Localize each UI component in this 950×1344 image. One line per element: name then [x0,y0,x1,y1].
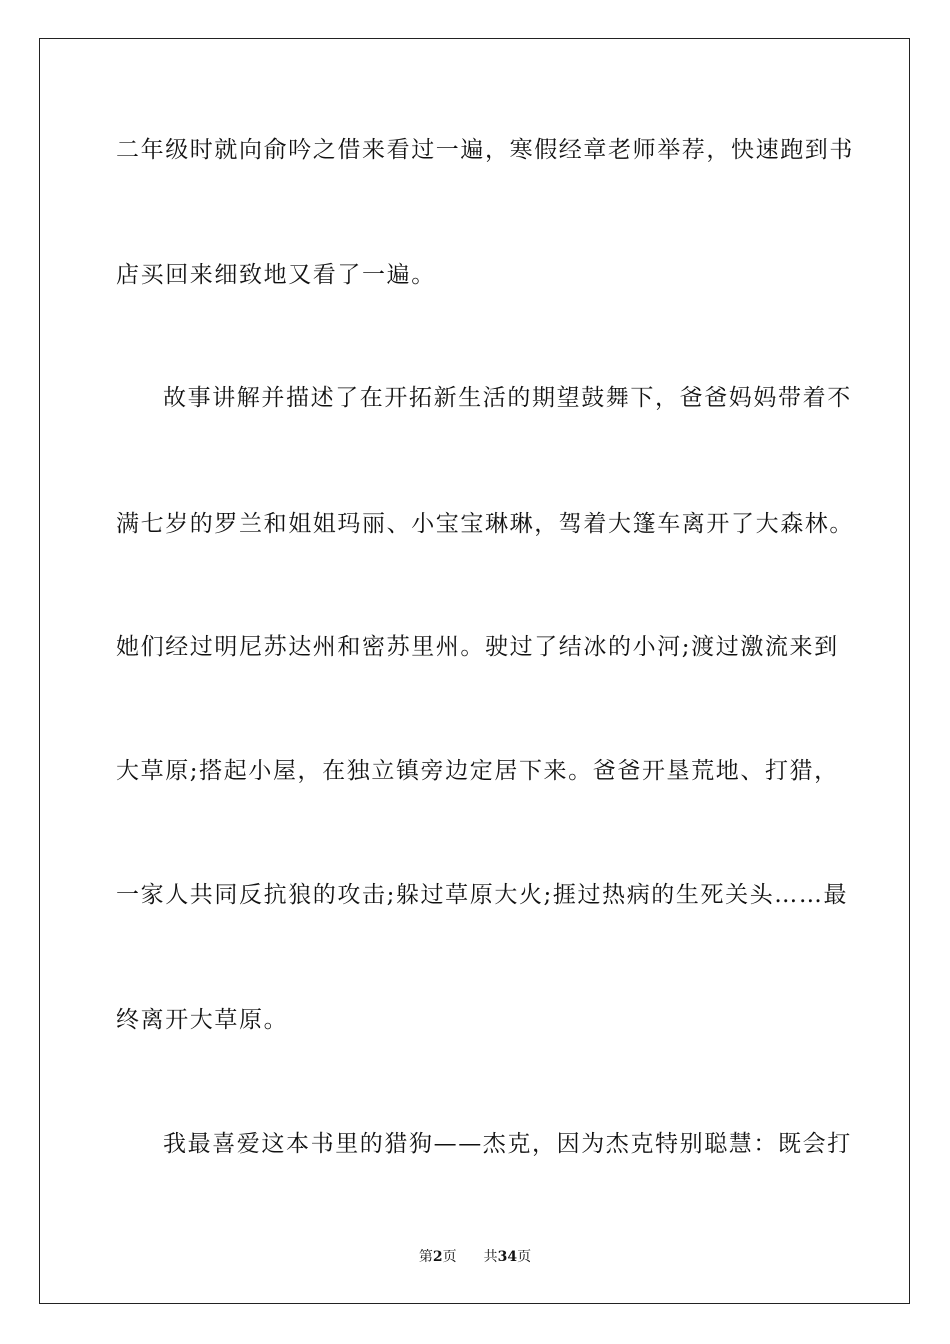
paragraph-line: 二年级时就向俞吟之借来看过一遍，寒假经章老师举荐，快速跑到书 [116,137,854,163]
paragraph-line: 她们经过明尼苏达州和密苏里州。驶过了结冰的小河;渡过激流来到 [116,634,839,660]
page-total-suffix: 页 [517,1249,532,1265]
paragraph-line: 终离开大草原。 [116,1007,289,1033]
page-number-prefix: 第 [418,1249,433,1265]
page-total-prefix: 共 [483,1249,498,1265]
paragraph-line: 一家人共同反抗狼的攻击;躲过草原大火;捱过热病的生死关头……最 [116,882,849,908]
paragraph-line: 大草原;搭起小屋，在独立镇旁边定居下来。爸爸开垦荒地、打猎， [116,758,839,784]
paragraph-line: 我最喜爱这本书里的猎狗——杰克，因为杰克特别聪慧：既会打 [163,1131,852,1157]
page-number-suffix: 页 [442,1249,457,1265]
paragraph-line: 店买回来细致地又看了一遍。 [116,262,436,288]
page-footer [0,1248,950,1266]
page-border [39,38,910,1304]
paragraph-line: 故事讲解并描述了在开拓新生活的期望鼓舞下，爸爸妈妈带着不 [163,385,852,411]
paragraph-line: 满七岁的罗兰和姐姐玛丽、小宝宝琳琳，驾着大篷车离开了大森林。 [116,511,854,537]
page-total-count: 34 [497,1249,518,1265]
page-number-current: 2 [432,1249,443,1265]
